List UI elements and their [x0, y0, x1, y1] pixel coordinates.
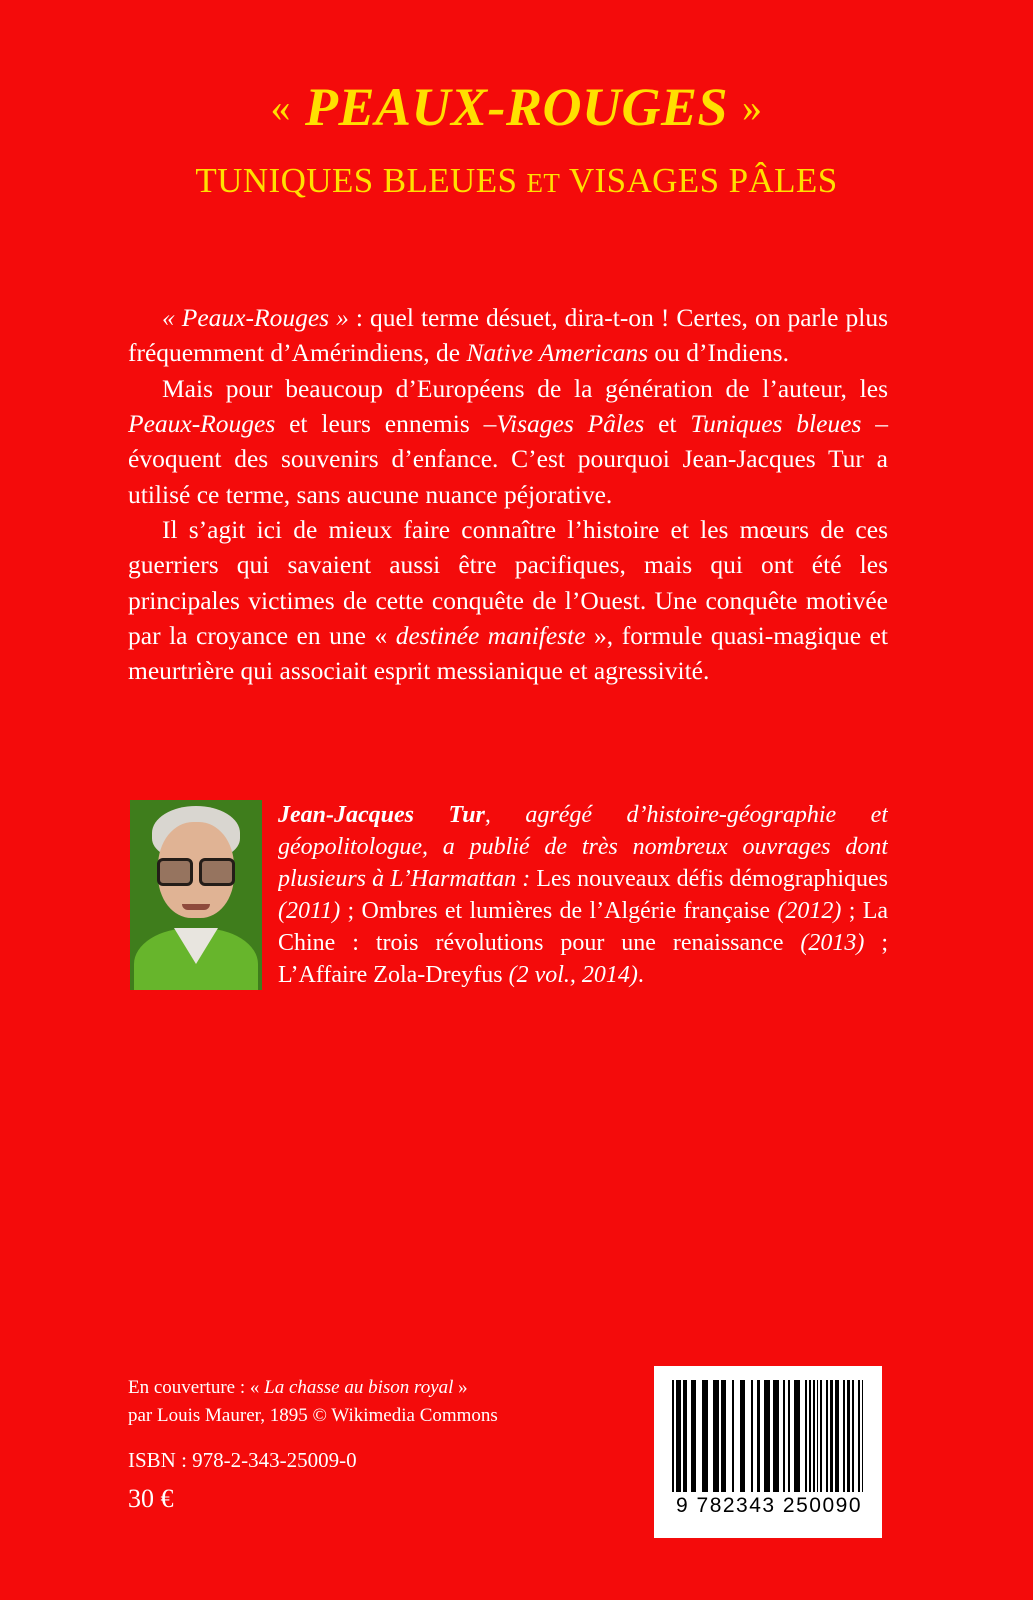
author-book-3-year: (2013) — [800, 929, 865, 956]
author-book-1-title: Les nouveaux défis démographiques — [536, 865, 888, 892]
blurb-term-destinee-manifeste: destinée manifeste — [395, 620, 586, 650]
blurb-p2-text-g: – évoquent des souvenirs d’enfance. C’est pourquoi Jean-Jacques Tur a utilisé ce terme, sans aucune nuance péjorative. — [128, 408, 889, 509]
photo-glasses — [157, 858, 235, 882]
blurb-paragraph-3 — [128, 512, 888, 689]
blurb-p1-text-d: ou d’Indiens. — [648, 338, 789, 368]
cover-credit-prefix: En couverture : « — [128, 1377, 265, 1398]
author-name: Jean-Jacques Tur — [278, 802, 485, 828]
blurb-p2-text-a: Mais pour beaucoup d’Européens de la génération de l’auteur, les — [162, 373, 888, 403]
author-photo — [130, 800, 262, 990]
blurb-p3-text-a: Il s’agit ici de mieux faire connaître l’histoire et les mœurs de ces guerriers qui savaient aussi être pacifiques, mais qui ont été les principales victimes de cette conquête de l’Ouest. Une conquête motivée par la croyance en une « — [128, 514, 888, 650]
price-line: 30 € — [128, 1484, 174, 1513]
author-role: , agrégé d’histoire-géographie et géopolitologue, a publié de très nombreux ouvrages dont plusieurs à L’Harmattan : — [278, 802, 888, 892]
blurb-p2-text-c: et leurs ennemis – — [275, 408, 497, 438]
subtitle-part-2: VISAGES PÂLES — [568, 161, 838, 201]
author-book-2-title: Ombres et lumières de l’Algérie française — [361, 897, 771, 924]
author-sep-2: ; — [841, 897, 863, 924]
author-book-4-year: (2 vol., 2014) — [508, 961, 638, 988]
subtitle-part-1: TUNIQUES BLEUES — [195, 161, 518, 201]
blurb-paragraph-2 — [128, 371, 888, 512]
close-guillemet: » — [742, 85, 763, 130]
author-book-3-title: La Chine : trois révolutions pour une renaissance — [278, 897, 888, 956]
back-cover-blurb — [128, 300, 888, 688]
blurb-term-peaux-rouges-2: Peaux-Rouges — [128, 408, 276, 438]
cover-credit-suffix: » — [453, 1377, 468, 1398]
cover-credit-attribution: par Louis Maurer, 1895 © Wikimedia Commons — [128, 1404, 498, 1426]
isbn-line: ISBN : 978-2-343-25009-0 — [128, 1448, 357, 1472]
cover-credit — [128, 1374, 598, 1429]
blurb-paragraph-1 — [128, 300, 888, 371]
author-book-4-title: L’Affaire Zola-Dreyfus — [278, 961, 503, 988]
author-sep-3: ; — [864, 929, 888, 956]
blurb-term-native-americans: Native Americans — [466, 338, 649, 368]
blurb-term-peaux-rouges: « Peaux-Rouges » — [162, 303, 349, 332]
photo-mouth — [182, 904, 210, 910]
author-biography — [278, 800, 888, 991]
blurb-term-tuniques-bleues: Tuniques bleues — [690, 408, 862, 438]
barcode-bars — [672, 1380, 864, 1492]
barcode — [654, 1366, 882, 1538]
author-book-2-year: (2012) — [777, 897, 842, 924]
blurb-p3-text-c: », formule quasi-magique et meurtrière qui associait esprit messianique et agressivité. — [128, 620, 888, 686]
author-book-1-year: (2011) — [278, 897, 341, 924]
blurb-p1-text-b: : quel terme désuet, dira-t-on ! Certes, on parle plus fréquemment d’Amérindiens, de — [128, 303, 888, 368]
author-block — [130, 800, 888, 991]
open-guillemet: « — [270, 85, 291, 130]
subtitle-conjunction: ET — [526, 168, 561, 199]
page-subtitle — [0, 161, 1033, 201]
cover-artwork-title: La chasse au bison royal — [264, 1377, 454, 1398]
page-title — [0, 78, 1033, 137]
title-text: PEAUX-ROUGES — [304, 77, 729, 137]
title-block — [0, 78, 1033, 201]
blurb-p2-text-e: et — [644, 408, 691, 438]
author-text-end: . — [637, 961, 644, 988]
blurb-term-visages-pales: Visages Pâles — [496, 408, 645, 438]
author-sep-1: ; — [340, 897, 362, 924]
barcode-digits: 9 782343 250090 — [676, 1494, 862, 1517]
